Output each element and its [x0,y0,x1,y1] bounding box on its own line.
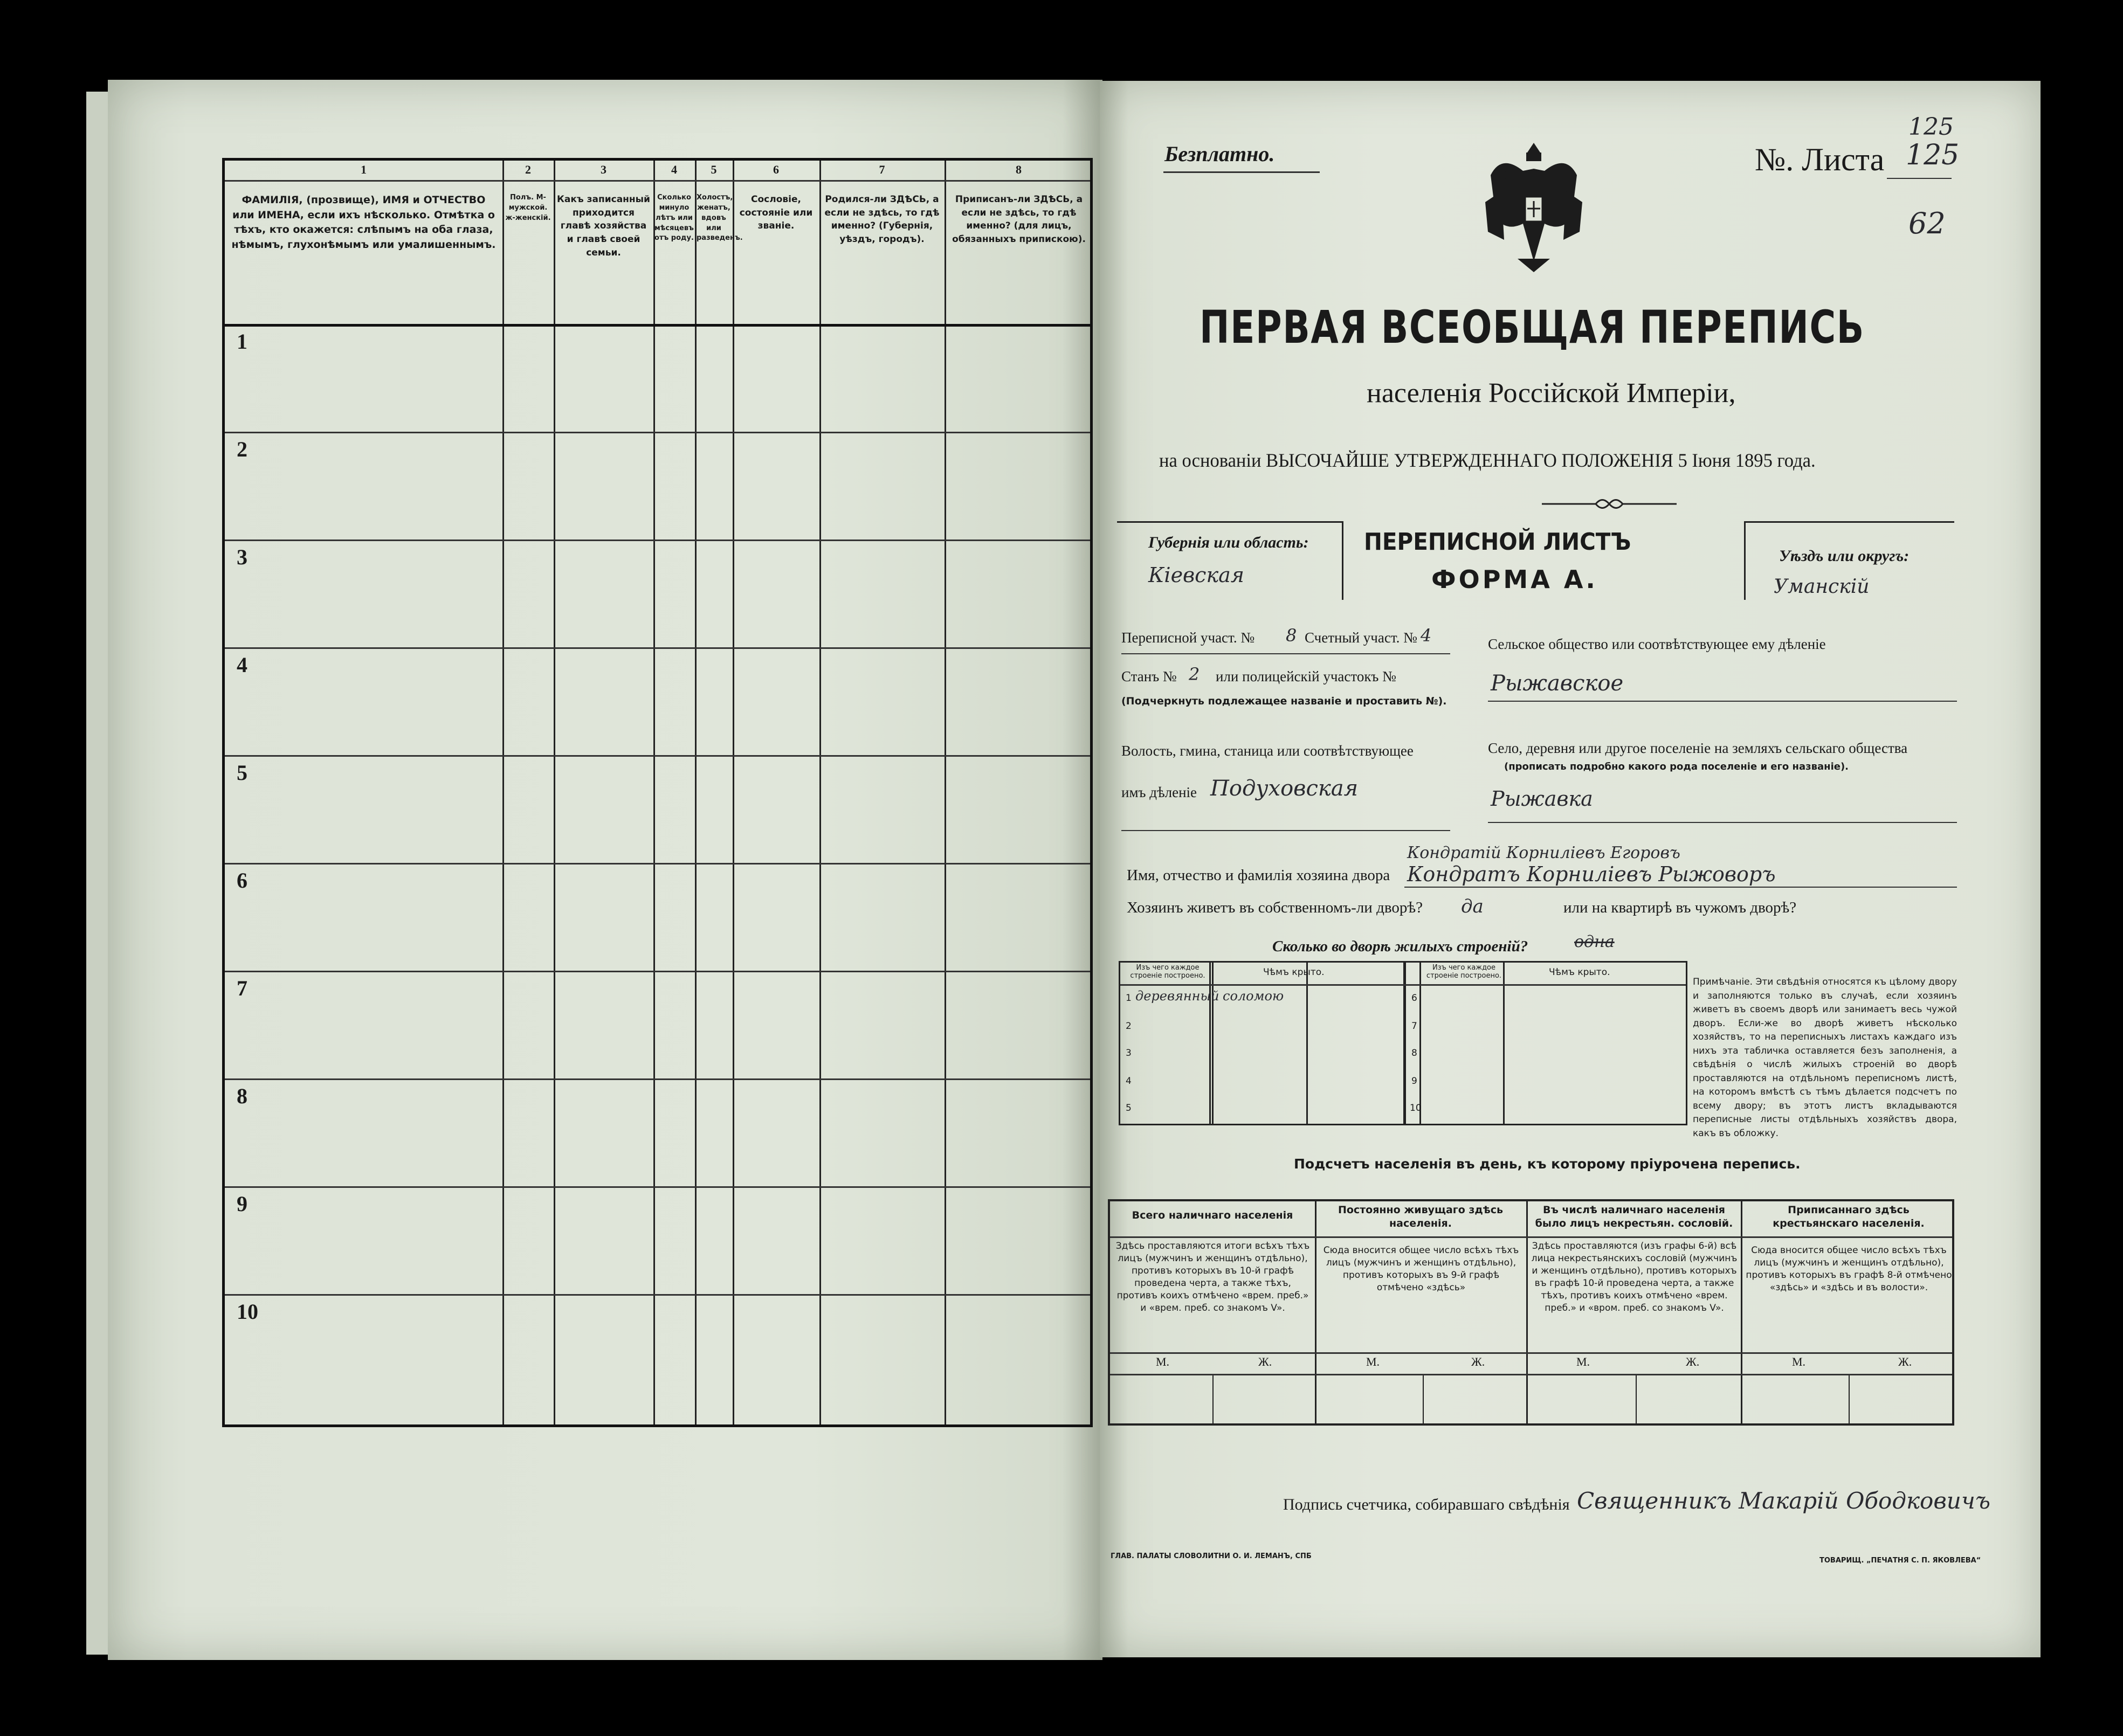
count-title: Подсчетъ населенія въ день, къ которому пріурочена перепись. [1294,1156,1801,1172]
double-headed-eagle-emblem [1480,137,1588,275]
village-note: (прописать подробно какого рода поселеніе и его названіе). [1504,761,1849,772]
count-body-rule [1110,1352,1952,1354]
bt-divider [1403,963,1406,1124]
printer-left: ГЛАВ. ПАЛАТЫ СЛОВОЛИТНИ О. И. ЛЕМАНЪ, СПБ [1111,1552,1312,1560]
grid-row-rule [225,863,1090,864]
col-number: 2 [525,163,531,176]
sheet-extra-handwritten: 62 [1908,206,1946,240]
grid-row-rule [225,755,1090,757]
bt-row-number: 6 [1411,993,1417,1004]
bt-divider [1419,963,1421,1124]
grid-col-divider [945,161,946,1424]
row-number: 6 [237,868,247,893]
count-head-registered: Приписаннаго здѣсь крестьянскаго населенія. [1773,1204,1925,1229]
society-label: Сельское общество или соотвѣтствующее ему дѣленіе [1488,636,1826,652]
rented-label: или на квартирѣ въ чужомъ дворѣ? [1563,899,1797,916]
bt-row-number: 4 [1126,1076,1132,1087]
col-number: 5 [711,163,717,176]
bt-row-number: 7 [1411,1021,1417,1032]
volost-label-2: имъ дѣленіе [1121,784,1197,800]
count-head-non-peasant: Въ числѣ наличнаго населенія было лицъ некрестьян. сословій. [1535,1204,1733,1229]
female-label: Ж. [1471,1355,1485,1368]
count-body-total: Здѣсь проставляются итоги всѣхъ тѣхъ лицъ (мужчинъ и женщинъ отдѣльно), противъ которыхъ въ 10-й графѣ проведена черта, а также тѣхъ, противъ коихъ отмѣчено «врем. преб.» и «врем. преб. со знакомъ V». [1115,1241,1310,1313]
village-label: Село, деревня или другое поселеніе на земляхъ сельскаго общества [1488,740,1908,756]
row-number: 8 [237,1084,247,1108]
mf-divider [1636,1374,1637,1423]
bt-head-material-2: Изъ чего каждое строеніе построено. [1426,964,1502,980]
free-label: Безплатно. [1164,142,1275,166]
grid-row-rule [225,432,1090,433]
governorate-label: Губернія или область: [1148,534,1309,551]
grid-row-rule [225,1294,1090,1296]
form-title: ПЕРЕПИСНОЙ ЛИСТЪ [1364,528,1631,556]
bt-row-number: 2 [1126,1021,1132,1032]
row-number: 4 [237,653,247,677]
col-number: 6 [773,163,779,176]
col-header-estate: Сословіе, состояніе или званіе. [739,194,813,232]
owner-value-above: Кондратій Корниліевъ Егоровъ [1407,843,1680,862]
grid-col-divider [733,161,734,1424]
census-area-value: 8 [1286,625,1297,646]
bt-head-roof: Чѣмъ крыто. [1263,967,1325,978]
volost-underline [1121,830,1450,831]
district-label: Уѣздъ или округъ: [1779,547,1910,565]
signature-label: Подпись счетчика, собиравшаго свѣдѣнія [1283,1496,1570,1513]
bt-row-number: 9 [1411,1076,1417,1087]
male-label: М. [1792,1355,1806,1368]
bt-divider [1306,963,1308,1124]
society-underline [1488,701,1957,702]
count-mf-rule [1110,1374,1952,1375]
governorate-value: Кіевская [1148,563,1244,587]
volost-label: Волость, гмина, станица или соотвѣтствующее [1121,743,1414,759]
female-label: Ж. [1686,1355,1700,1368]
grid-header-rule [225,180,1090,182]
mf-divider [1849,1374,1850,1423]
grid-col-divider [554,161,555,1424]
col-number: 3 [601,163,606,176]
governorate-box [1117,521,1343,600]
district-value: Уманскій [1774,576,1870,598]
bt-row-number: 1 [1126,993,1132,1004]
owner-label: Имя, отчество и фамилія хозяина двора [1127,867,1390,884]
bt-divider [1209,963,1211,1124]
count-body-non-peasant: Здѣсь проставляются (изъ графы 6-й) всѣ лица некрестьянскихъ сословій (мужчинъ и женщинъ отдѣльно), противъ которыхъ въ графѣ 10-й проведена черта, а также тѣхъ, противъ коихъ отмѣчено «врем. преб.» и «вром. преб. со знакомъ V». [1531,1241,1738,1313]
count-area-value: 4 [1421,625,1432,646]
col-header-age: Сколько минуло лѣтъ или мѣсяцевъ отъ роду. [654,193,694,243]
buildings-note: Примѣчаніе. Эти свѣдѣнія относятся къ цѣлому двору и заполняются только въ случаѣ, если хозяинъ живетъ въ своемъ дворѣ или занимаетъ весь чужой дворъ. Если-же во дворѣ живетъ нѣсколько хозяйствъ, то на переписныхъ листахъ каждаго изъ нихъ эта табличка оставляется безъ заполненія, а свѣдѣнія о числѣ жилыхъ строеній во дворѣ проставляются на отдѣльномъ переписномъ листѣ, на которомъ вмѣстѣ съ тѣмъ дѣлается подсчетъ по всему двору; въ этотъ листъ вкладываются переписные листы отдѣльныхъ хозяйствъ двора, какъ въ обложку. [1693,977,1957,1139]
row-number: 3 [237,545,247,569]
bt-row-number: 5 [1126,1103,1132,1113]
col-header-registered: Приписанъ-ли ЗДѢСЬ, а если не здѣсь, то гдѣ именно? (для лицъ, обязанныхъ припискою). [952,194,1086,245]
grid-row-rule [225,540,1090,541]
bt-divider [1212,963,1214,1124]
bt-row1-material: деревянный [1135,988,1219,1004]
bt-header-rule [1120,984,1686,986]
row-number: 9 [237,1192,247,1216]
grid-row-rule [225,647,1090,649]
mf-divider [1423,1374,1424,1423]
male-label: М. [1366,1355,1380,1368]
sheet-number-label: №. Листа [1755,142,1885,177]
grid-col-divider [695,161,697,1424]
mf-divider [1212,1374,1214,1423]
stan-label: Станъ № [1121,668,1177,684]
grid-col-divider [819,161,821,1424]
form-subtitle: ФОРМА А. [1431,565,1598,594]
printer-right: ТОВАРИЩ. „ПЕЧАТНЯ С. П. ЯКОВЛЕВА“ [1819,1557,1981,1565]
village-value: Рыжавка [1491,787,1593,811]
count-header-rule [1110,1236,1952,1238]
grid-col-divider [502,161,504,1424]
row-number: 7 [237,976,247,1000]
count-head-permanent: Постоянно живущаго здѣсь населенія. [1338,1204,1504,1229]
grid-header-bottom [225,324,1090,327]
own-house-label: Хозяинъ живетъ въ собственномъ-ли дворѣ? [1127,899,1423,916]
bt-row-number: 10 [1410,1103,1422,1113]
count-col-divider [1741,1201,1742,1423]
col-header-marital: Холостъ, женатъ, вдовъ или разведенъ. [697,193,743,243]
count-area-label: Счетный участ. № [1305,630,1417,646]
underline-note: (Подчеркнуть подлежащее названіе и проставить №). [1121,695,1447,707]
male-label: М. [1156,1355,1170,1368]
own-house-value: да [1461,896,1484,917]
grid-row-rule [225,1078,1090,1080]
row-number: 5 [237,760,247,785]
col-header-name: ФАМИЛІЯ, (прозвище), ИМЯ и ОТЧЕСТВО или ИМЕНА, если ихъ нѣсколько. Отмѣтка о тѣхъ, кто окажется: слѣпымъ на оба глаза, нѣмымъ, глухонѣмымъ или умалишеннымъ. [231,194,496,251]
census-title: ПЕРВАЯ ВСЕОБЩАЯ ПЕРЕПИСЬ [1200,301,1865,354]
count-head-total: Всего наличнаго населенія [1132,1209,1293,1221]
col-number: 7 [879,163,885,176]
male-label: М. [1576,1355,1590,1368]
count-body-registered: Сюда вносится общее число всѣхъ тѣхъ лицъ (мужчинъ и женщинъ отдѣльно), противъ которыхъ въ графѣ 8-й отмѣчено «здѣсь» и «здѣсь и въ волости». [1746,1245,1952,1293]
grid-row-rule [225,971,1090,972]
col-header-relation: Какъ записанный приходится главѣ хозяйства и главѣ своей семьи. [557,194,650,258]
buildings-label: Сколько во дворѣ жилыхъ строеній? [1272,938,1528,955]
female-label: Ж. [1898,1355,1912,1368]
col-number: 8 [1016,163,1022,176]
owner-underline [1404,887,1957,888]
grid-row-rule [225,1186,1090,1188]
bt-row-number: 3 [1126,1048,1132,1059]
population-grid [222,158,1093,1427]
sheet-number-underline [1887,178,1952,179]
volost-value: Подуховская [1210,776,1359,801]
row-number: 10 [237,1299,258,1324]
count-col-divider [1526,1201,1528,1423]
col-header-sex: Полъ. М-мужской. ж-женскій. [505,193,551,222]
sheet-number-handwritten: 125 [1906,139,1960,171]
buildings-value: одна [1574,932,1615,951]
census-subtitle: населенія Россійской Имперіи, [1367,378,1736,409]
society-value: Рыжавское [1491,671,1624,696]
census-area-label: Переписной участ. № [1121,630,1255,646]
buildings-table [1119,961,1687,1125]
ornament-divider [1542,493,1677,515]
stan-value: 2 [1189,664,1200,684]
bt-row1-roof: соломою [1223,988,1284,1004]
census-legal-basis: на основаніи ВЫСОЧАЙШЕ УТВЕРЖДЕННАГО ПОЛОЖЕНІЯ 5 Іюня 1895 года. [1159,449,1816,471]
free-label-underline [1163,171,1320,173]
bt-head-roof-2: Чѣмъ крыто. [1549,967,1610,978]
bt-head-material: Изъ чего каждое строеніе построено. [1130,964,1205,980]
census-area-underline [1121,653,1450,654]
signature-value: Священникъ Макарій Ободковичъ [1577,1488,1990,1514]
col-number: 4 [671,163,677,176]
col-number: 1 [361,163,367,176]
count-col-divider [1315,1201,1316,1423]
village-underline [1488,822,1957,823]
col-header-birthplace: Родился-ли ЗДѢСЬ, а если не здѣсь, то гдѣ именно? (Губернія, уѣздъ, городъ). [824,194,940,245]
female-label: Ж. [1258,1355,1272,1368]
row-number: 2 [237,437,247,461]
bt-divider [1503,963,1505,1124]
count-body-permanent: Сюда вносится общее число всѣхъ тѣхъ лицъ (мужчинъ и женщинъ отдѣльно), противъ которыхъ въ 9-й графѣ отмѣчено «здѣсь» [1323,1245,1519,1293]
grid-col-divider [653,161,655,1424]
bt-row-number: 8 [1411,1048,1417,1059]
population-count-table [1108,1199,1954,1426]
owner-value: Кондратъ Корниліевъ Рыжоворъ [1407,862,1776,886]
row-number: 1 [237,329,247,354]
police-label: или полицейскій участокъ № [1216,668,1396,684]
sheet-number-handwritten-top: 125 [1908,113,1954,141]
